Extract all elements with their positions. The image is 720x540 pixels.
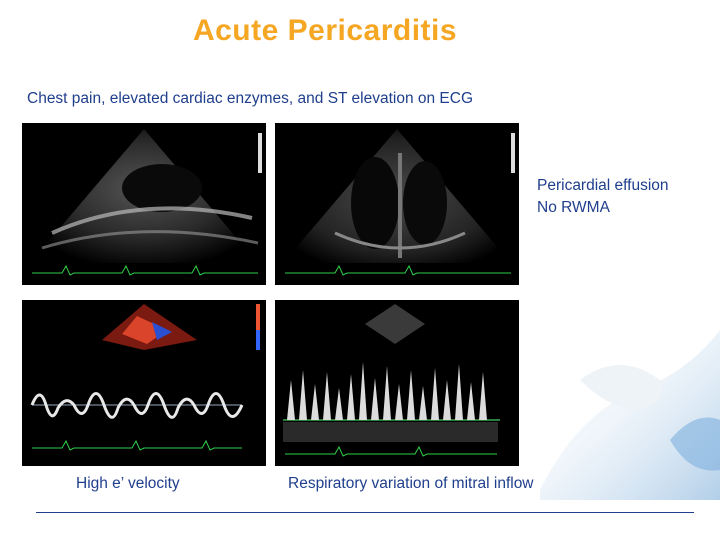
decorative-background-image [520,290,720,500]
slide-title: Acute Pericarditis [192,14,458,47]
tissue-doppler-image [22,300,266,466]
finding-no-rwma: No RWMA [537,199,610,216]
mitral-inflow-caption: Respiratory variation of mitral inflow [288,475,534,492]
findings-note [537,175,669,219]
parasternal-long-axis-echo-image [22,123,266,285]
mitral-inflow-doppler-image [275,300,519,466]
finding-effusion: Pericardial effusion [537,177,669,194]
footer-divider [36,512,694,513]
slide-subtitle: Chest pain, elevated cardiac enzymes, and ST elevation on ECG [27,90,474,107]
apical-four-chamber-echo-image [275,123,519,285]
tissue-doppler-caption: High e’ velocity [76,475,180,492]
